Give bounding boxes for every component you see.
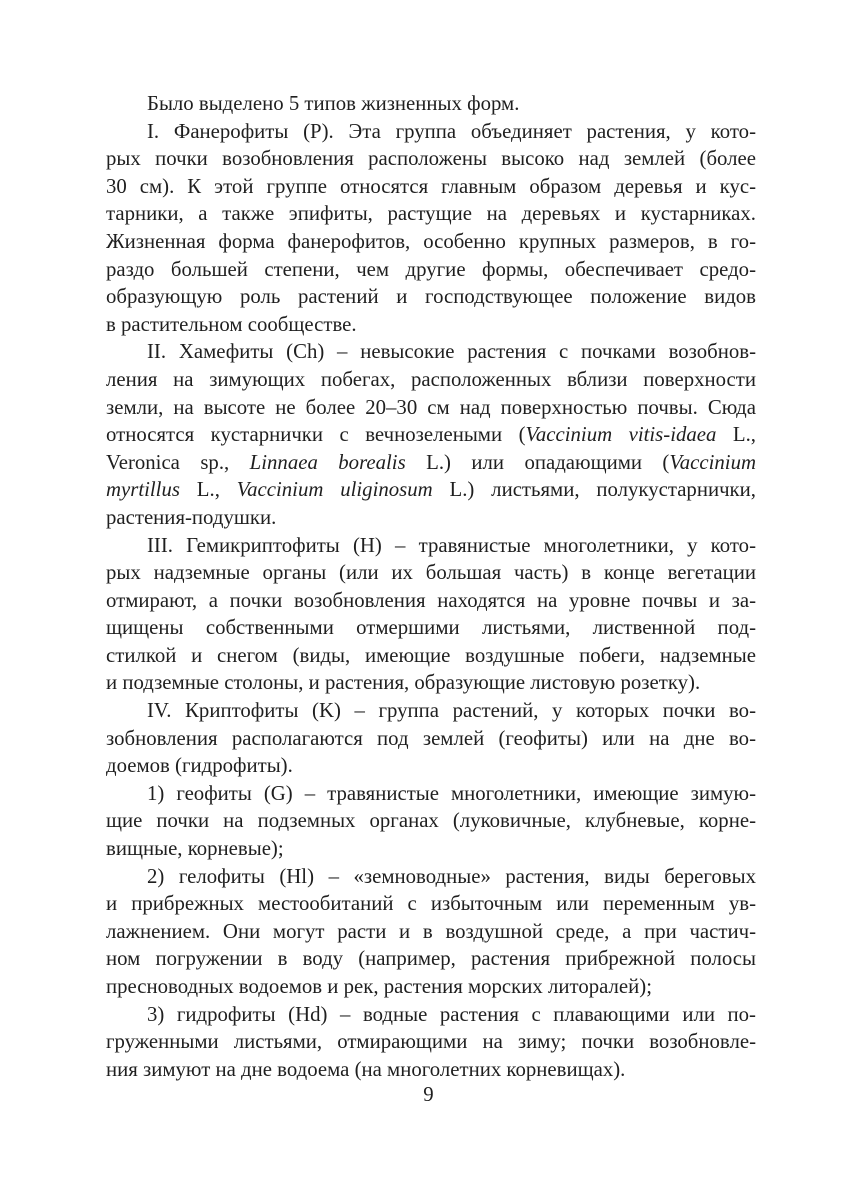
paragraph-intro (106, 90, 756, 118)
species-name: Linnaea borealis (249, 450, 406, 474)
text-segment: Veronica sp., (106, 450, 250, 474)
text-segment: относятся кустарнички с вечнозелеными ( (106, 423, 526, 447)
text-line: 3) гидрофиты (Hd) – водные растения с плавающими или по- (147, 1002, 756, 1026)
text-line: щие почки на подземных органах (луковичные, клубневые, корне- (106, 809, 756, 833)
text-line: доемов (гидрофиты). (106, 754, 293, 778)
text-line (106, 476, 756, 504)
text-segment: L.) или опадающими ( (405, 450, 670, 474)
text-line: Было выделено 5 типов жизненных форм. (147, 92, 520, 115)
text-line: стилкой и снегом (виды, имеющие воздушные побеги, надземные (106, 643, 756, 667)
text-line: рых почки возобновления расположены высоко над землей (более (106, 147, 756, 171)
paragraph-hydrophytes (106, 1001, 756, 1084)
paragraph-helophytes (106, 863, 756, 1001)
text-line: в растительном сообществе. (106, 312, 357, 336)
paragraph-cryptophytes (106, 697, 756, 780)
text-line: зобновления располагаются под землей (геофиты) или на дне во- (106, 726, 756, 750)
text-line: образующую роль растений и господствующее положение видов (106, 285, 756, 309)
paragraph-geophytes (106, 780, 756, 863)
text-line: II. Хамефиты (Ch) – невысокие растения с почками возобнов- (147, 340, 756, 364)
text-line: растения-подушки. (106, 505, 277, 529)
text-line: тарники, а также эпифиты, растущие на деревьях и кустарниках. (106, 202, 756, 226)
text-line: раздо большей степени, чем другие формы, обеспечивает средо- (106, 257, 756, 281)
text-line: I. Фанерофиты (P). Эта группа объединяет растения, у кото- (147, 119, 756, 143)
text-line: ния зимуют на дне водоема (на многолетних корневищах). (106, 1057, 626, 1081)
species-name: myrtillus (106, 478, 180, 502)
text-line: и подземные столоны, и растения, образующие листовую розетку). (106, 671, 701, 695)
text-segment: L., (716, 423, 756, 447)
text-line: вищные, корневые); (106, 837, 284, 861)
paragraph-chamaephytes (106, 338, 756, 531)
text-line: земли, на высоте не более 20–30 см над поверхностью почвы. Сюда (106, 395, 756, 419)
text-line: ления на зимующих побегах, расположенных вблизи поверхности (106, 367, 756, 391)
text-line: рых надземные органы (или их большая часть) в конце вегетации (106, 561, 756, 585)
text-line: и прибрежных местообитаний с избыточным или переменным ув- (106, 892, 756, 916)
text-line: груженными листьями, отмирающими на зиму; почки возобновле- (106, 1030, 756, 1054)
text-line: 2) гелофиты (Hl) – «земноводные» растения, виды береговых (147, 864, 756, 888)
text-line: ном погружении в воду (например, растения прибрежной полосы (106, 947, 756, 971)
text-line: 1) геофиты (G) – травянистые многолетники, имеющие зимую- (147, 781, 756, 805)
species-name: Vaccinium vitis-idaea (525, 423, 717, 447)
text-line: III. Гемикриптофиты (H) – травянистые многолетники, у кото- (147, 533, 756, 557)
text-segment: L.) листьями, полукустарнички, (432, 478, 756, 502)
text-line: Жизненная форма фанерофитов, особенно крупных размеров, в го- (106, 229, 756, 253)
page-number: 9 (423, 1083, 434, 1106)
text-line: пресноводных водоемов и рек, растения морских литоралей); (106, 975, 652, 998)
text-line: лажнением. Они могут расти и в воздушной среде, а при частич- (106, 919, 756, 943)
text-line: щищены собственными отмершими листьями, лиственной под- (106, 616, 756, 640)
text-line: 30 см). К этой группе относятся главным образом деревья и кус- (106, 174, 756, 198)
text-line (106, 449, 756, 477)
text-segment: L., (179, 478, 237, 502)
species-name: Vaccinium (669, 450, 757, 474)
text-line: отмирают, а почки возобновления находятся на уровне почвы и за- (106, 588, 756, 612)
text-line (106, 421, 756, 449)
text-line: IV. Криптофиты (K) – группа растений, у которых почки во- (147, 699, 756, 723)
page-body (106, 90, 756, 1083)
species-name: Vaccinium uliginosum (236, 478, 433, 502)
paragraph-phanerophytes (106, 118, 756, 339)
paragraph-hemicryptophytes (106, 532, 756, 698)
